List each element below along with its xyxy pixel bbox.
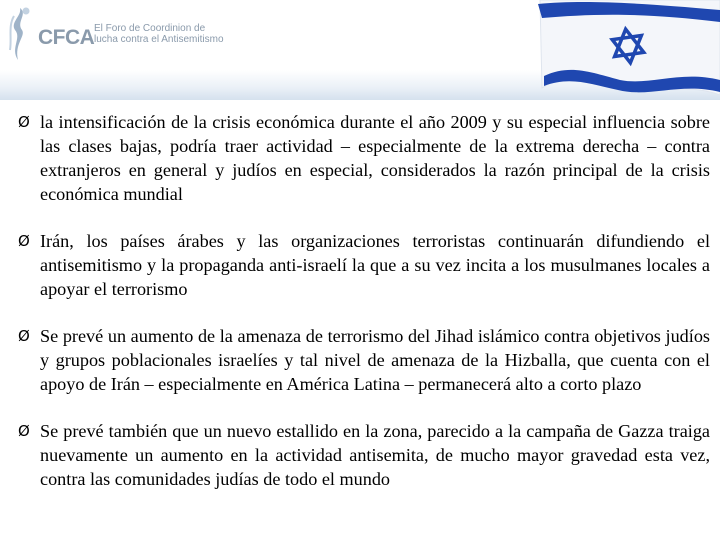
bullet-list bbox=[18, 110, 710, 514]
logo-name: CFCA bbox=[38, 26, 95, 49]
logo-subtitle bbox=[94, 23, 244, 45]
header-banner bbox=[0, 0, 720, 100]
bullet-text: Se prevé un aumento de la amenaza de terrorismo del Jihad islámico contra objetivos judíos y grupos poblacionales israelíes y tal nivel de amenaza de la Hizballa, que cuenta con el apoyo de Irán – especialmente en América Latina – permanecerá alto a corto plazo bbox=[40, 326, 710, 394]
bullet-text: Se prevé también que un nuevo estallido en la zona, parecido a la campaña de Gazza traiga nuevamente un aumento en la actividad antisemita, de mucho mayor gravedad esta vez, contra las comunidades judías de todo el mundo bbox=[40, 421, 710, 489]
arrow-bullet-icon: Ø bbox=[18, 232, 30, 250]
arrow-bullet-icon: Ø bbox=[18, 113, 30, 131]
israel-flag-icon bbox=[530, 0, 720, 100]
logo-subtitle-line1: El Foro de Coordinion de bbox=[94, 23, 206, 34]
list-item bbox=[18, 229, 710, 301]
list-item bbox=[18, 324, 710, 396]
list-item bbox=[18, 110, 710, 206]
bullet-text: la intensificación de la crisis económica durante el año 2009 y su especial influencia sobre las clases bajas, podría traer actividad – especialmente de la extrema derecha – contra extranjeros en general y judíos en especial, considerados la razón principal de la crisis económica mundial bbox=[40, 112, 710, 204]
arrow-bullet-icon: Ø bbox=[18, 327, 30, 345]
logo-subtitle-line2: lucha contra el Antisemitismo bbox=[94, 34, 224, 45]
list-item bbox=[18, 419, 710, 491]
bullet-text: Irán, los países árabes y las organizaciones terroristas continuarán difundiendo el antisemitismo y la propaganda anti-israelí la que a su vez incita a los musulmanes locales a apoyar el terrorismo bbox=[40, 231, 710, 299]
arrow-bullet-icon: Ø bbox=[18, 422, 30, 440]
cfca-logo bbox=[6, 4, 246, 64]
logo-figure-icon bbox=[6, 4, 38, 64]
